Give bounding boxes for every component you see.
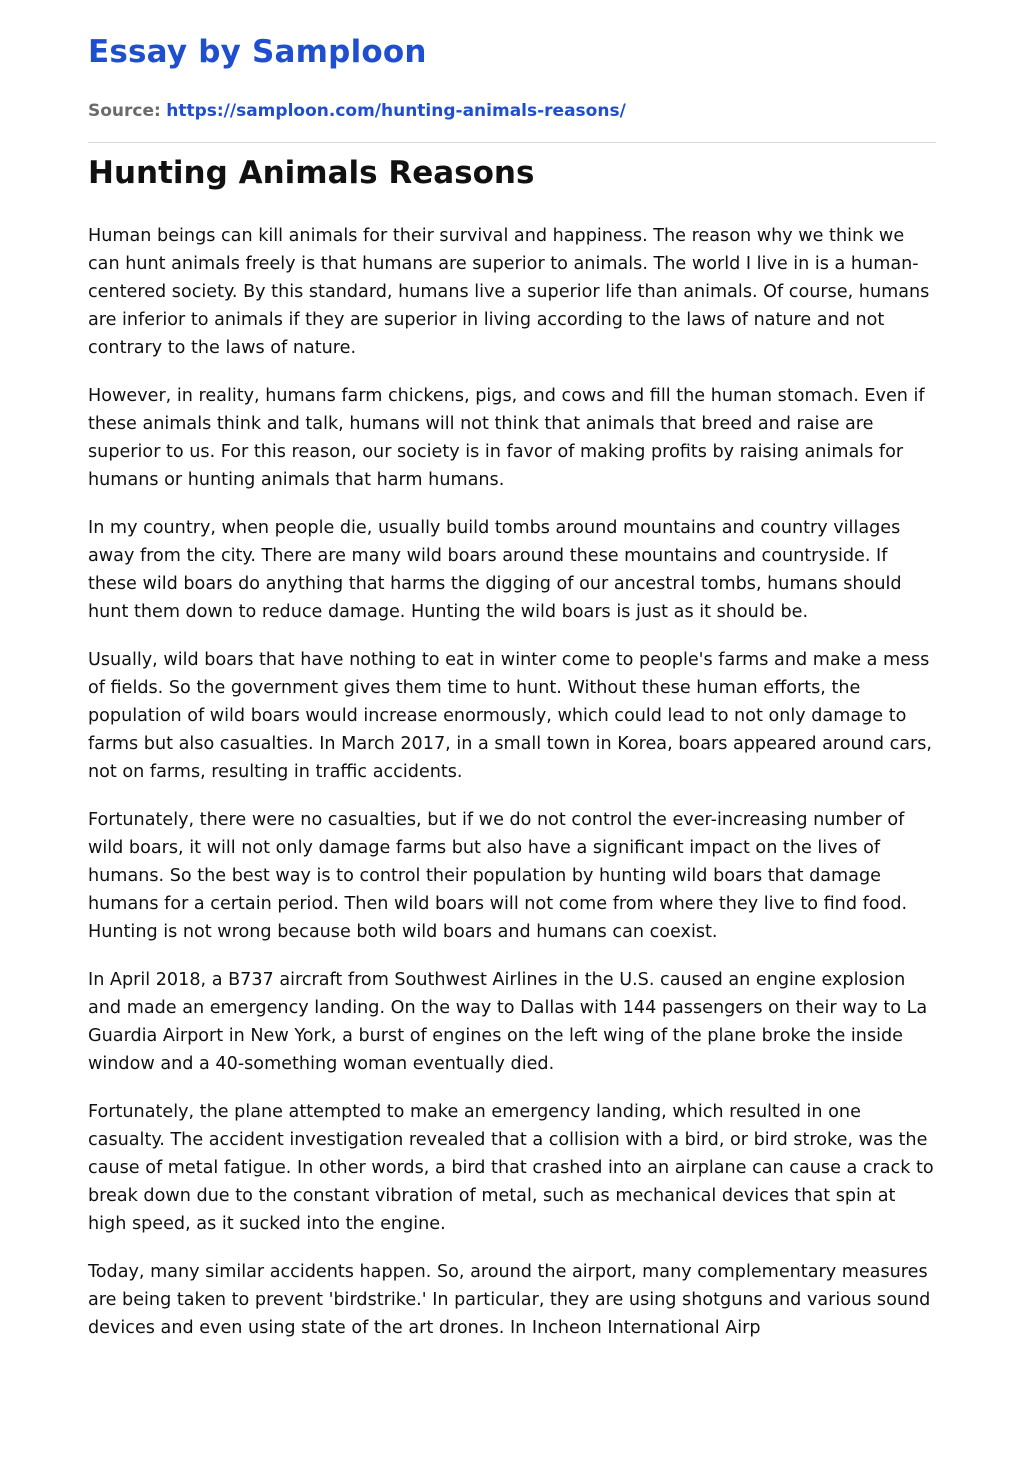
essay-title: Hunting Animals Reasons bbox=[88, 155, 535, 191]
site-brand-title: Essay by Samploon bbox=[88, 34, 427, 70]
paragraph: In April 2018, a B737 aircraft from Southwest Airlines in the U.S. caused an engine explosion and made an emergency landing. On the way to Dallas with 144 passengers on their way to La Guardia Airport in New York, a burst of engines on the left wing of the plane broke the inside window and a 40-something woman eventually died. bbox=[88, 970, 928, 1074]
essay-body bbox=[88, 222, 936, 1362]
paragraph: In my country, when people die, usually build tombs around mountains and country villages away from the city. There are many wild boars around these mountains and countryside. If these wild boars do anything that harms the digging of our ancestral tombs, humans should hunt them down to reduce damage. Hunting the wild boars is just as it should be. bbox=[88, 518, 902, 622]
source-line bbox=[88, 101, 626, 121]
header-divider bbox=[88, 142, 936, 143]
source-link[interactable]: https://samploon.com/hunting-animals-reasons/ bbox=[166, 101, 626, 121]
source-label: Source: bbox=[88, 101, 161, 121]
paragraph: Human beings can kill animals for their survival and happiness. The reason why we think we can hunt animals freely is that humans are superior to animals. The world I live in is a human-centered society. By this standard, humans live a superior life than animals. Of course, humans are inferior to animals if they are superior in living according to the laws of nature and not contrary to the laws of nature. bbox=[88, 226, 930, 358]
paragraph: However, in reality, humans farm chickens, pigs, and cows and fill the human stomach. Even if these animals think and talk, humans will not think that animals that breed and raise are superior to us. For this reason, our society is in favor of making profits by raising animals for humans or hunting animals that harm humans. bbox=[88, 386, 925, 490]
paragraph: Usually, wild boars that have nothing to eat in winter come to people's farms and make a mess of fields. So the government gives them time to hunt. Without these human efforts, the population of wild boars would increase enormously, which could lead to not only damage to farms but also casualties. In March 2017, in a small town in Korea, boars appeared around cars, not on farms, resulting in traffic accidents. bbox=[88, 650, 933, 782]
paragraph: Fortunately, the plane attempted to make an emergency landing, which resulted in one casualty. The accident investigation revealed that a collision with a bird, or bird stroke, was the cause of metal fatigue. In other words, a bird that crashed into an airplane can cause a crack to break down due to the constant vibration of metal, such as mechanical devices that spin at high speed, as it sucked into the engine. bbox=[88, 1102, 934, 1234]
paragraph: Fortunately, there were no casualties, but if we do not control the ever-increasing number of wild boars, it will not only damage farms but also have a significant impact on the lives of humans. So the best way is to control their population by hunting wild boars that damage humans for a certain period. Then wild boars will not come from where they live to find food. Hunting is not wrong because both wild boars and humans can coexist. bbox=[88, 810, 908, 942]
paragraph: Today, many similar accidents happen. So, around the airport, many complementary measures are being taken to prevent 'birdstrike.' In particular, they are using shotguns and various sound devices and even using state of the art drones. In Incheon International Airp bbox=[88, 1262, 931, 1338]
